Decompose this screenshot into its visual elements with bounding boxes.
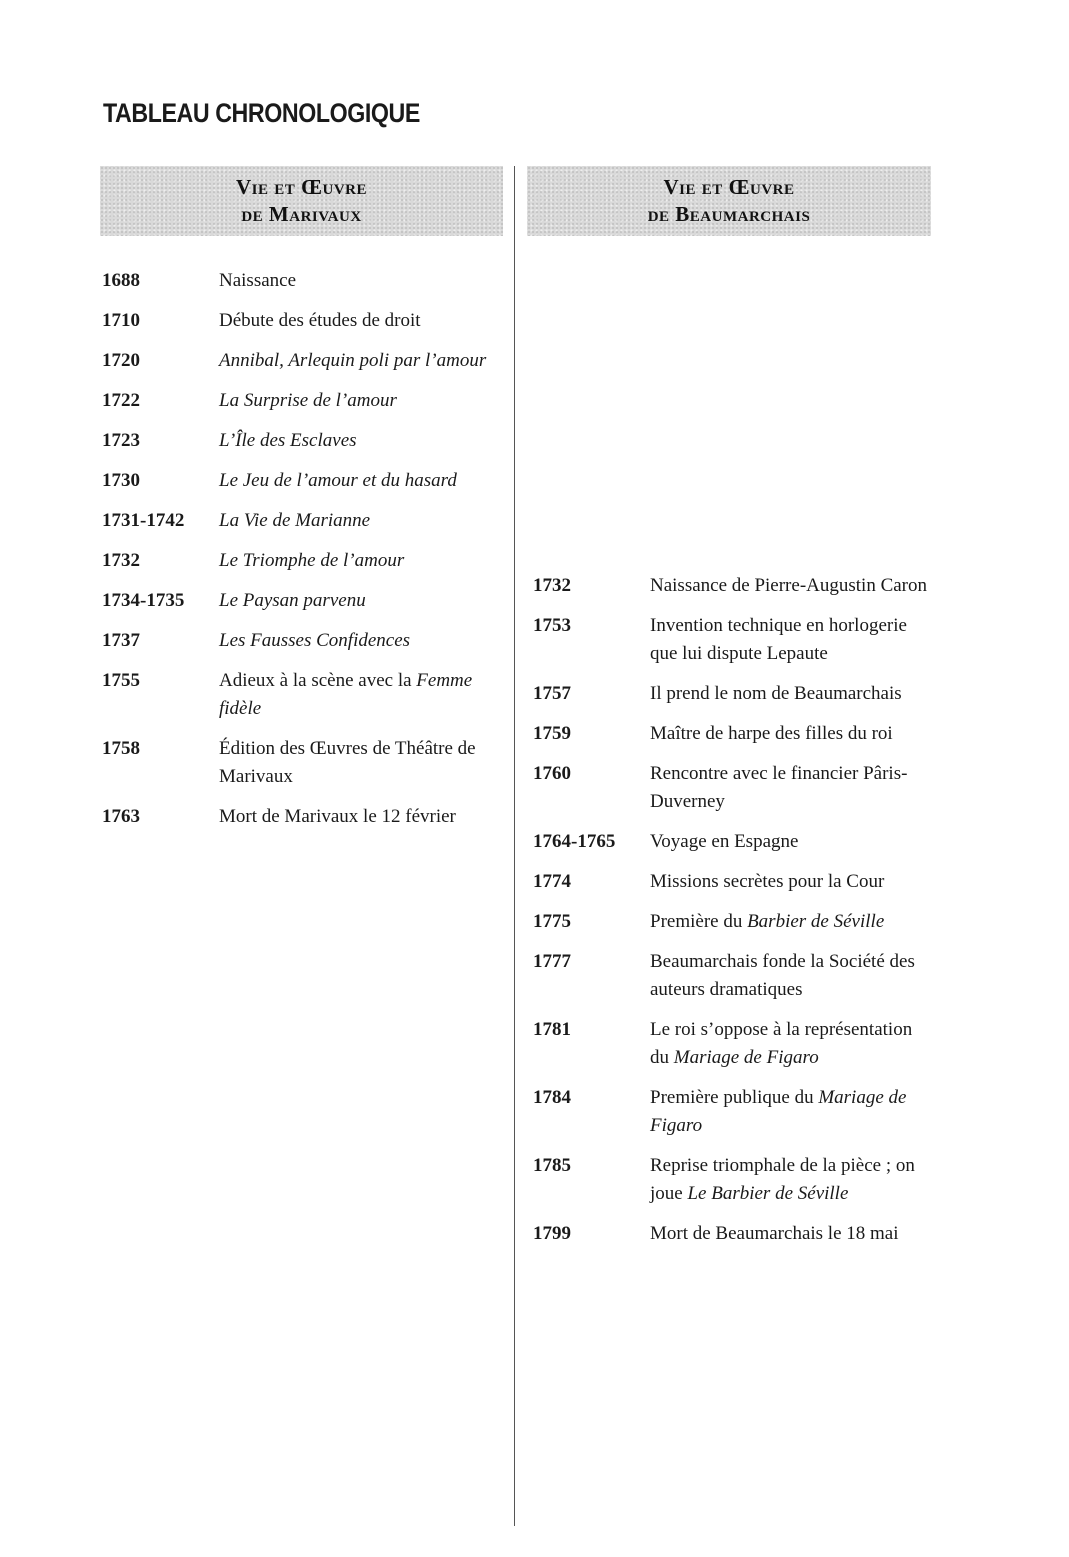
entry-description [102,267,509,295]
entry-year: 1777 [533,951,571,972]
entry-year: 1710 [102,310,140,331]
entry-year: 1784 [533,1087,571,1108]
timeline-entry [533,572,953,600]
timeline-entry [102,347,522,375]
entry-text: Première du [650,911,748,932]
entry-description [533,572,930,600]
entry-title-italic: Annibal, Arlequin poli par l’amour [219,350,487,371]
entry-year: 1774 [533,871,571,892]
entry-text: Le roi s’oppose à la représentation du [650,1019,913,1068]
entry-year: 1737 [102,630,140,651]
entry-title-italic: Mariage de Figaro [650,1087,907,1136]
entry-title-italic: Le Triomphe de l’amour [219,550,405,571]
entry-text: Débute des études de droit [219,310,421,331]
entry-description [533,612,930,668]
timeline-entry [102,667,522,723]
entry-description [533,720,930,748]
entry-description [102,307,509,335]
entry-year: 1785 [533,1155,571,1176]
beaumarchais-timeline [533,572,953,1260]
timeline-entry [102,467,522,495]
entry-text: Mort de Beaumarchais le 18 mai [650,1223,899,1244]
entry-year: 1722 [102,390,140,411]
entry-text: Reprise triomphale de la pièce ; on joue [650,1155,915,1204]
entry-description [533,1016,930,1072]
entry-title-italic: Barbier de Séville [747,911,885,932]
entry-description [102,387,509,415]
entry-description [102,427,509,455]
entry-year: 1775 [533,911,571,932]
entry-year: 1753 [533,615,571,636]
timeline-entry [533,908,953,936]
entry-text: Missions secrètes pour la Cour [650,871,885,892]
timeline-entry [533,868,953,896]
entry-description [533,760,930,816]
entry-year: 1781 [533,1019,571,1040]
entry-year: 1730 [102,470,140,491]
entry-year: 1760 [533,763,571,784]
entry-description [102,347,509,375]
entry-year: 1763 [102,806,140,827]
entry-year: 1732 [102,550,140,571]
marivaux-timeline [102,267,522,843]
entry-text: Adieux à la scène avec la [219,670,417,691]
entry-title-italic: Mariage de Figaro [673,1047,819,1068]
timeline-entry [102,627,522,655]
entry-description [533,948,930,1004]
entry-year: 1731-1742 [102,510,185,531]
header-beaumarchais [527,166,931,236]
entry-description [533,868,930,896]
entry-description [102,803,509,831]
timeline-entry [102,507,522,535]
timeline-entry [533,1152,953,1208]
entry-title-italic: L’Île des Esclaves [219,430,357,451]
entry-title-italic: Le Barbier de Séville [687,1183,849,1204]
entry-description [533,1084,930,1140]
entry-text: Beaumarchais fonde la Société des auteurs dramatiques [650,951,915,1000]
timeline-entry [102,587,522,615]
entry-text: Édition des Œuvres de Théâtre de Marivaux [219,738,476,787]
entry-description [533,1220,930,1248]
entry-text: Il prend le nom de Beaumarchais [650,683,902,704]
timeline-entry [102,427,522,455]
entry-description [102,735,509,791]
page-title: TABLEAU CHRONOLOGIQUE [103,98,420,128]
entry-text: Première publique du [650,1087,819,1108]
entry-year: 1759 [533,723,571,744]
entry-year: 1755 [102,670,140,691]
entry-year: 1764-1765 [533,831,616,852]
entry-description [533,680,930,708]
timeline-entry [533,828,953,856]
entry-text: Invention technique en horlogerie que lui dispute Lepaute [650,615,907,664]
timeline-entry [533,1016,953,1072]
entry-year: 1799 [533,1223,571,1244]
timeline-entry [102,267,522,295]
entry-text: Rencontre avec le financier Pâris-Duverney [650,763,908,812]
timeline-entry [533,948,953,1004]
entry-year: 1688 [102,270,140,291]
timeline-entry [102,803,522,831]
entry-description [102,547,509,575]
entry-text: Naissance [219,270,297,291]
entry-title-italic: Femme fidèle [219,670,473,719]
entry-text: Voyage en Espagne [650,831,799,852]
timeline-entry [533,612,953,668]
entry-year: 1723 [102,430,140,451]
header-marivaux [100,166,503,236]
timeline-entry [533,720,953,748]
entry-text: Maître de harpe des filles du roi [650,723,893,744]
entry-title-italic: Les Fausses Confidences [219,630,411,651]
entry-description [102,467,509,495]
entry-title-italic: Le Jeu de l’amour et du hasard [219,470,457,491]
entry-description [533,1152,930,1208]
header-beaumarchais-line1: Vie et Œuvre [663,175,795,199]
timeline-entry [102,387,522,415]
header-beaumarchais-line2: de Beaumarchais [647,202,811,226]
timeline-entry [102,735,522,791]
entry-description [533,908,930,936]
entry-year: 1758 [102,738,140,759]
entry-year: 1734-1735 [102,590,185,611]
timeline-entry [533,1220,953,1248]
entry-description [102,627,509,655]
entry-year: 1720 [102,350,140,371]
timeline-entry [102,307,522,335]
header-marivaux-line2: de Marivaux [241,202,362,226]
entry-year: 1757 [533,683,571,704]
header-marivaux-line1: Vie et Œuvre [235,175,368,199]
entry-year: 1732 [533,575,571,596]
entry-title-italic: Le Paysan parvenu [219,590,366,611]
entry-title-italic: La Vie de Marianne [219,510,371,531]
entry-text: Naissance de Pierre-Augustin Caron [650,575,928,596]
entry-description [102,667,509,723]
entry-title-italic: La Surprise de l’amour [219,390,397,411]
timeline-entry [102,547,522,575]
timeline-entry [533,1084,953,1140]
entry-text: Mort de Marivaux le 12 février [219,806,456,827]
timeline-entry [533,760,953,816]
timeline-entry [533,680,953,708]
